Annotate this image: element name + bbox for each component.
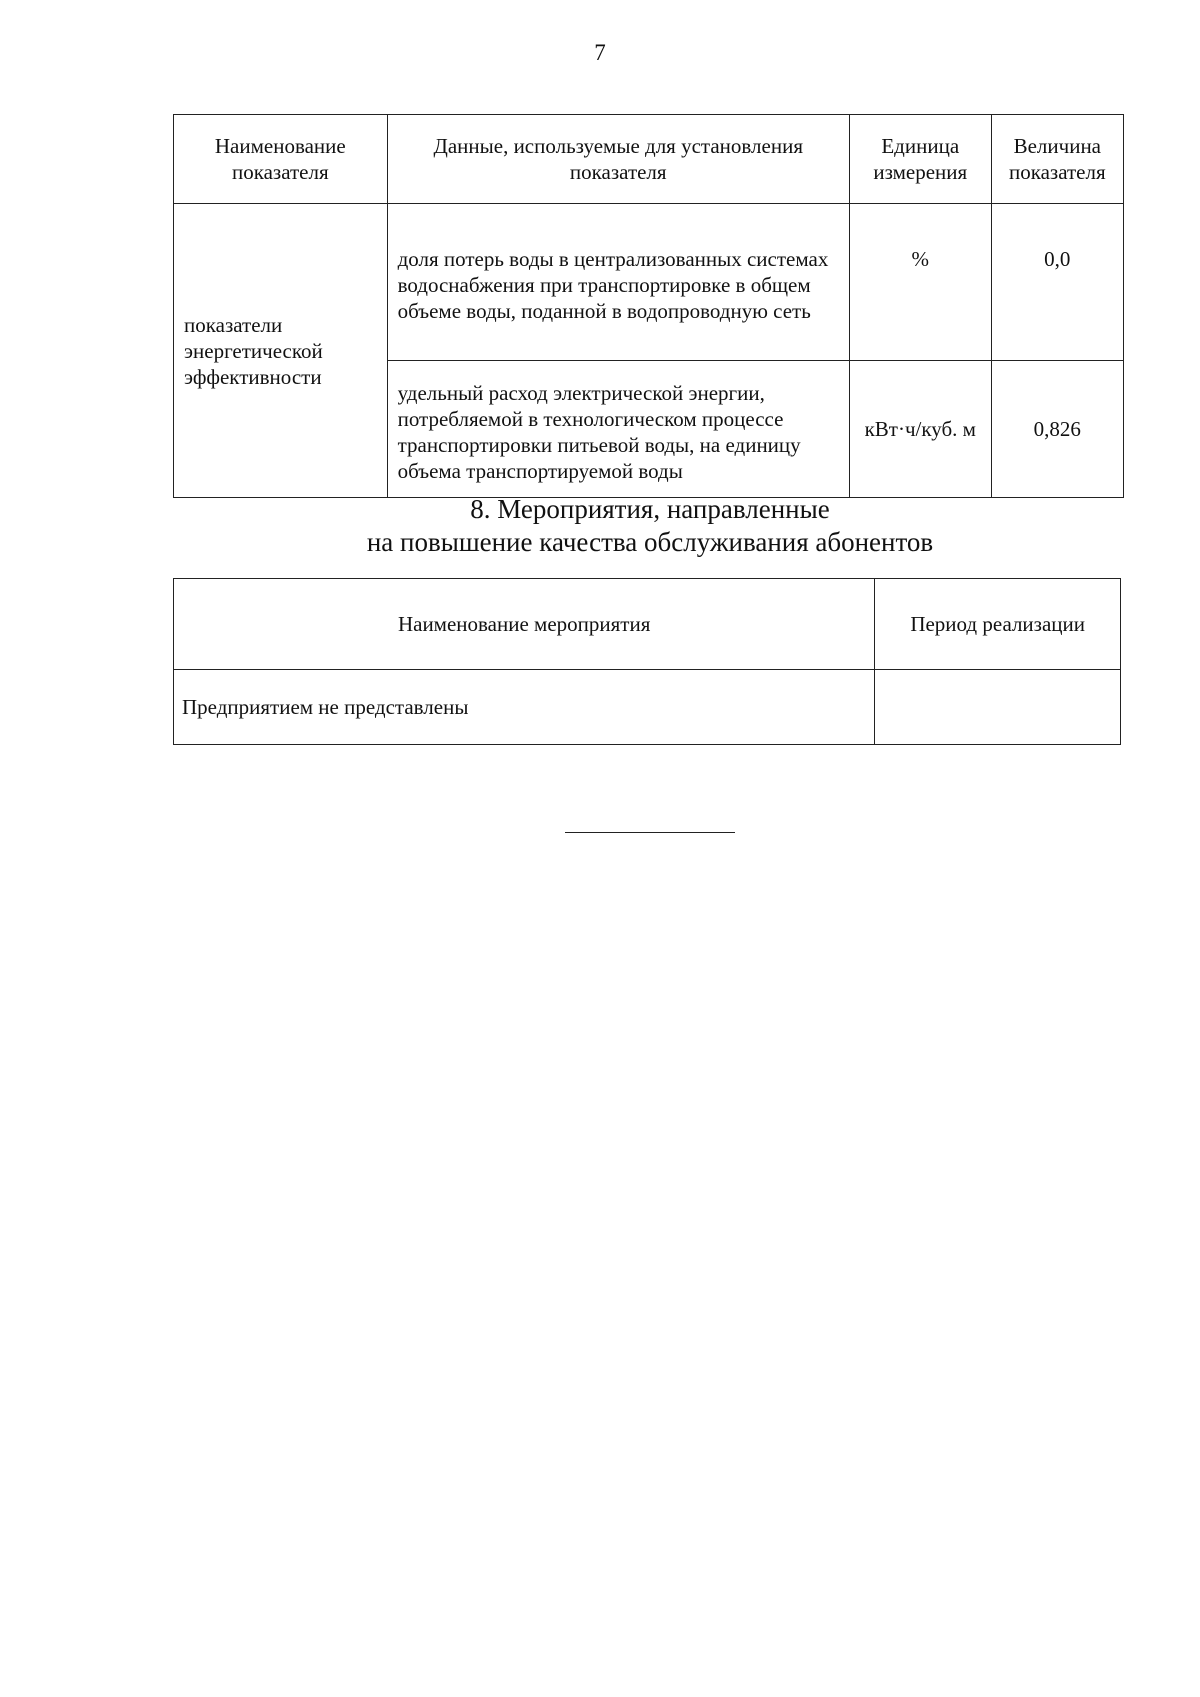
indicator-unit-cell: %: [849, 204, 991, 361]
end-divider: [565, 832, 735, 833]
header-value: Величина показателя: [991, 115, 1123, 204]
header-indicator-data: Данные, используемые для установления показателя: [387, 115, 849, 204]
page-number: 7: [594, 40, 606, 65]
table-row: [174, 204, 1124, 361]
table-header-row: [174, 579, 1121, 670]
indicator-data-cell: удельный расход электрической энергии, потребляемой в технологическом процессе транспортировки питьевой воды, на единицу объема транспортируемой воды: [387, 361, 849, 498]
table-row: [174, 670, 1121, 745]
indicators-table: [173, 114, 1124, 498]
section-title-line-1: 8. Мероприятия, направленные: [470, 494, 830, 524]
section-title-line-2: на повышение качества обслуживания абонентов: [366, 527, 934, 557]
indicator-value-cell: 0,826: [991, 361, 1123, 498]
indicator-group-name: показатели энергетической эффективности: [174, 204, 388, 498]
table-header-row: [174, 115, 1124, 204]
header-period: Период реализации: [875, 579, 1121, 670]
indicator-data-cell: доля потерь воды в централизованных системах водоснабжения при транспортировке в общем объеме воды, поданной в водопроводную сеть: [387, 204, 849, 361]
header-measure-name: Наименование мероприятия: [174, 579, 875, 670]
header-unit: Единица измерения: [849, 115, 991, 204]
section-title: [0, 493, 1200, 559]
header-indicator-name: Наименование показателя: [174, 115, 388, 204]
indicator-unit-cell: кВт·ч/куб. м: [849, 361, 991, 498]
measures-table: [173, 578, 1121, 745]
measure-name-cell: Предприятием не представлены: [174, 670, 875, 745]
measure-period-cell: [875, 670, 1121, 745]
indicator-value-cell: 0,0: [991, 204, 1123, 361]
